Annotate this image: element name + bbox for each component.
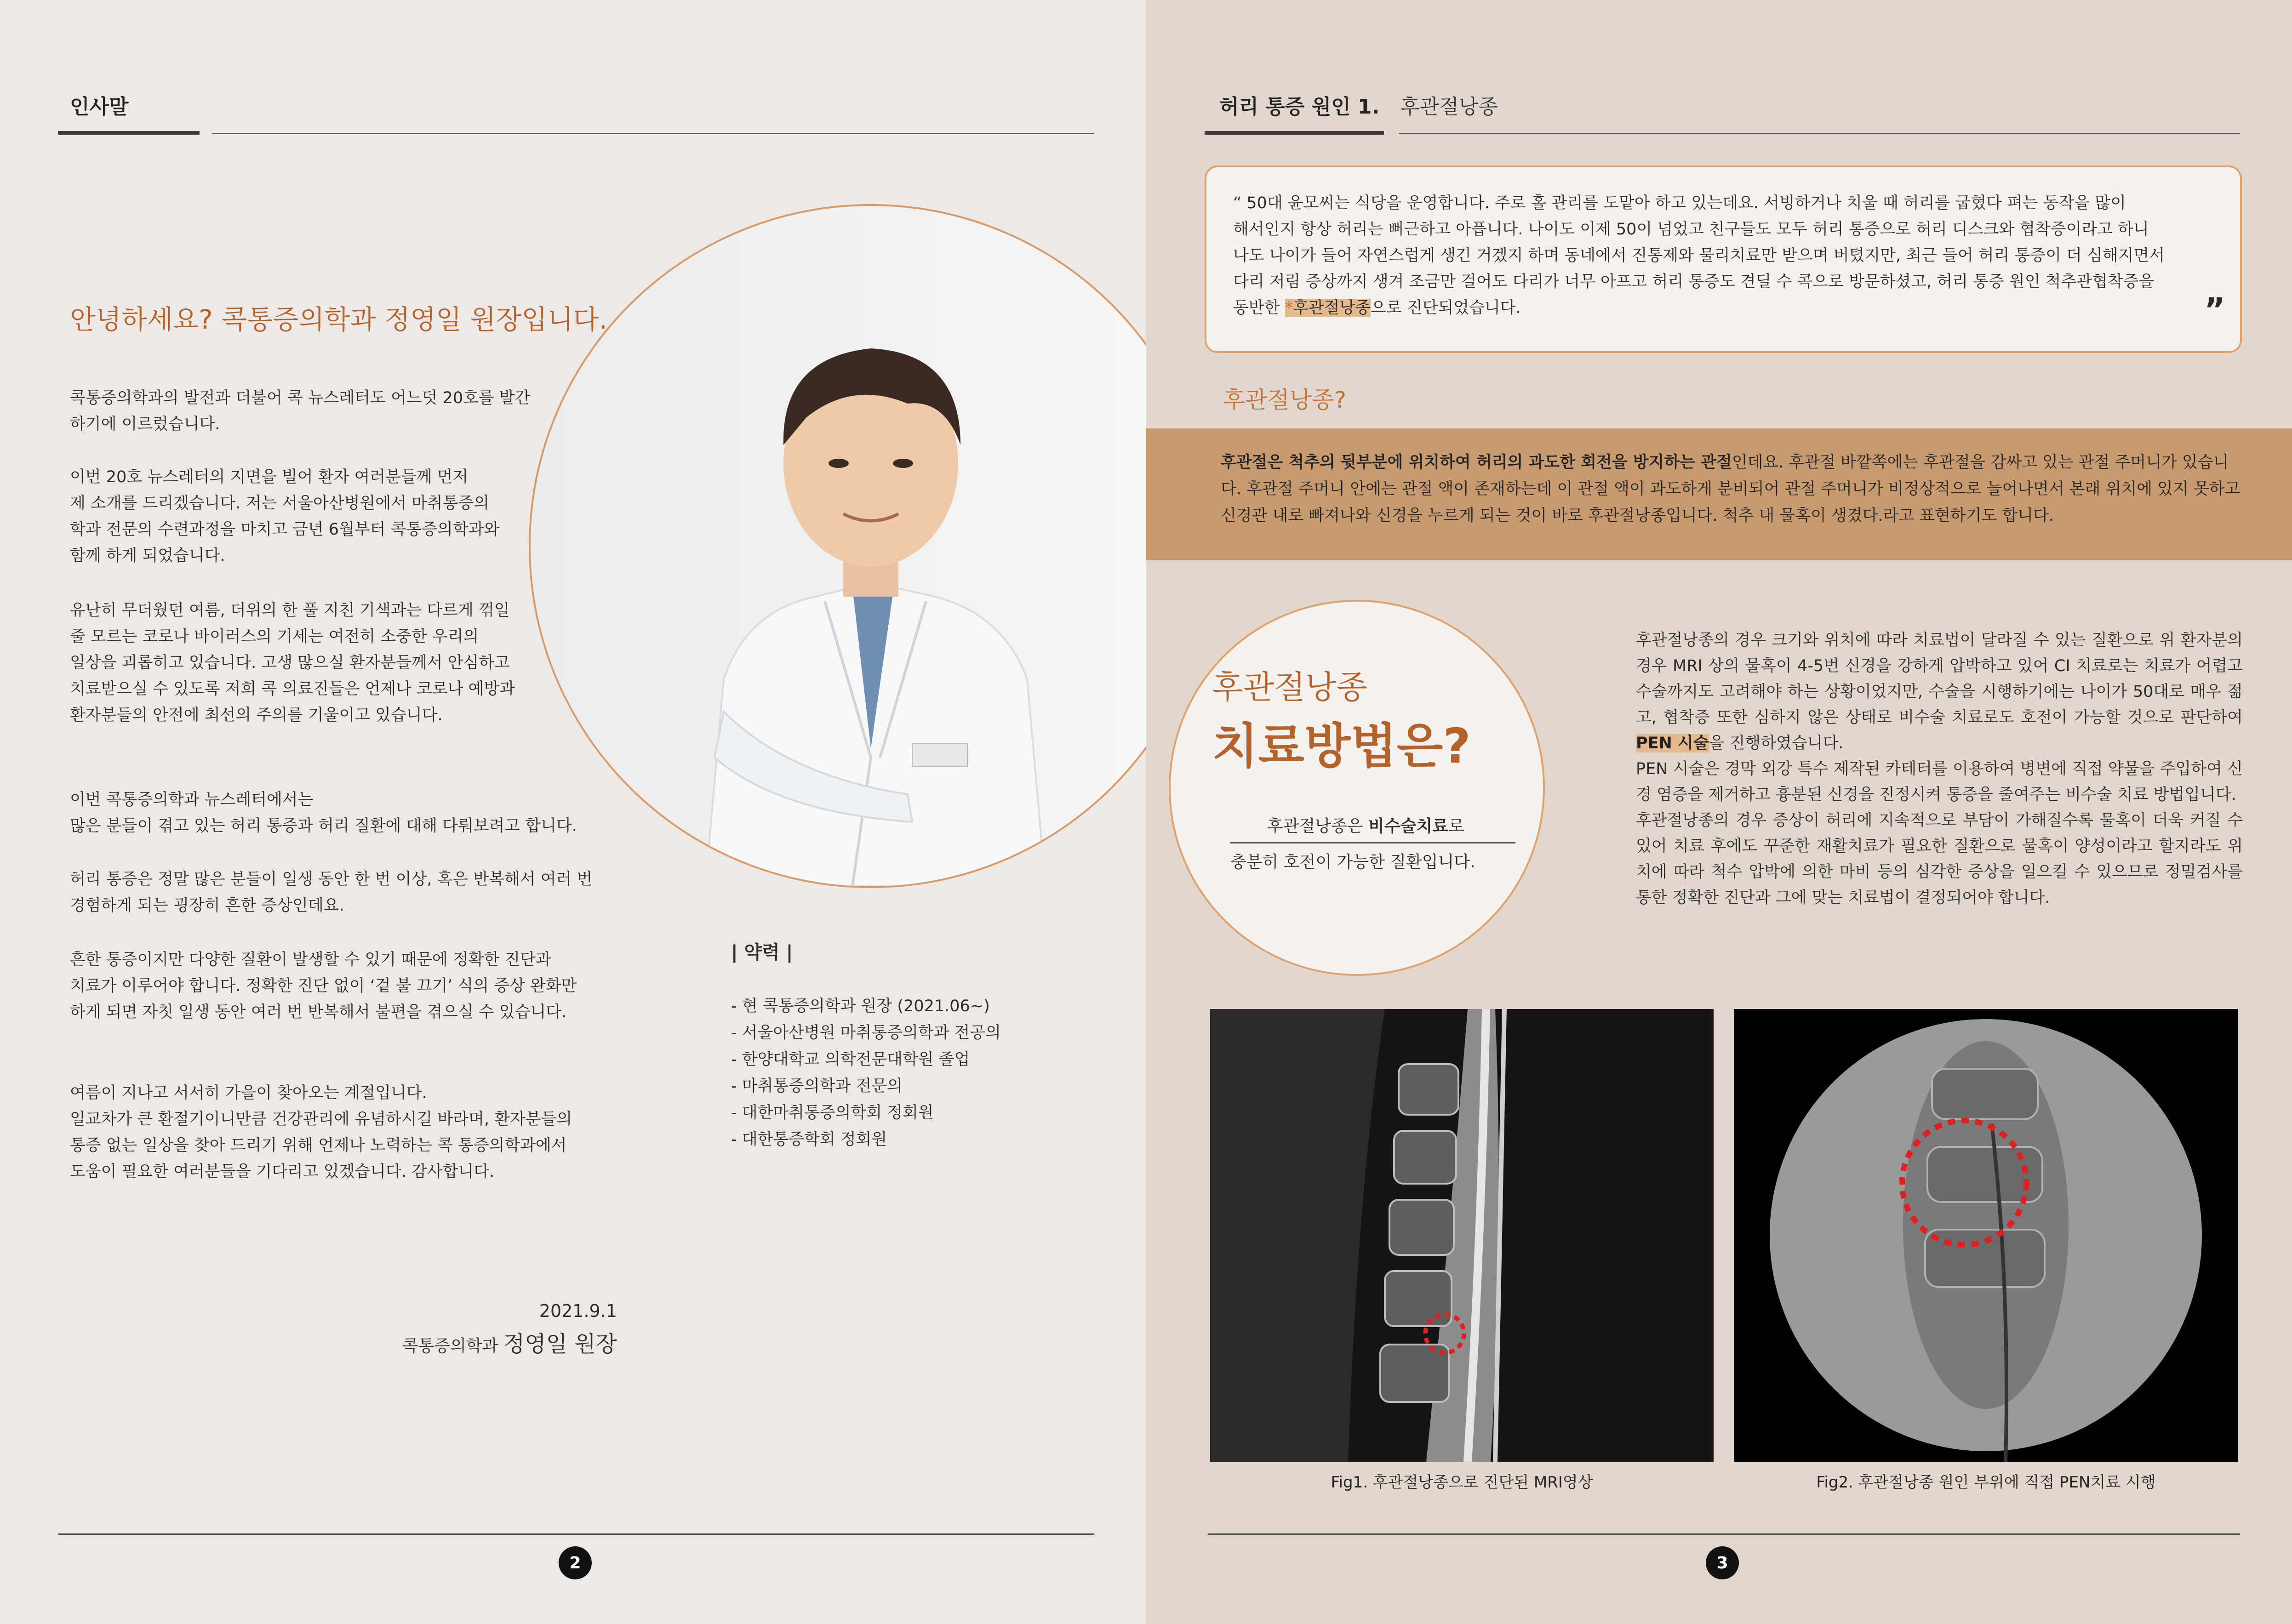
- treatment-title-line1: 후관절낭종: [1212, 668, 1368, 706]
- treatment-body-p3: 후관절낭종의 경우 증상이 허리에 지속적으로 부담이 가해질수록 물혹이 더욱 커질 수 있어 치료 후에도 꾸준한 재활치료가 필요한 질환으로 물혹이 양성이라고 할지라도 위치에 따라 척수 압박에 의한 마비 등의 심각한 증상을 일으킬 수 있으므로 정밀검사를 통한 정확한 진단과 그에 맞는 치료법이 결정되어야 합니다.: [1636, 811, 2243, 907]
- section-header-cause: [1219, 90, 1498, 120]
- intro-paragraph-2: 이번 20호 뉴스레터의 지면을 빌어 환자 여러분들께 먼저 제 소개를 드리겠습니다. 저는 서울아산병원에서 마취통증의 학과 전문의 수련과정을 마치고 금년 6월부터 콕통증의학과와 함께 하게 되었습니다.: [70, 468, 500, 565]
- quote-close-mark: ”: [2204, 291, 2225, 329]
- treatment-subtitle-line1: [1267, 813, 1464, 837]
- treatment-circle: [1169, 600, 1545, 976]
- intro-paragraph-7: 여름이 지나고 서서히 가을이 찾아오는 계절입니다. 일교차가 큰 환절기이니만큼 건강관리에 유념하시길 바라며, 환자분들의 통증 없는 일상을 찾아 드리기 위해 언제나 노력하는 콕 통증의학과에서 도움이 필요한 여러분들을 기다리고 있겠습니다. 감사합니다.: [70, 1084, 572, 1181]
- definition-band: [1146, 428, 2292, 560]
- fig1-mri-image: [1210, 1009, 1714, 1462]
- signature-clinic: 콕통증의학과: [402, 1337, 498, 1356]
- career-item: - 마취통증의학과 전문의: [731, 1077, 903, 1095]
- body-p1-highlight: PEN 시술: [1636, 734, 1709, 752]
- intro-paragraph-6: 흔한 통증이지만 다양한 질환이 발생할 수 있기 때문에 정확한 진단과 치료가 이루어야 합니다. 정확한 진단 없이 ‘겉 불 끄기’ 식의 증상 완화만 하게 되면 자칫 일생 동안 여러 번 반복해서 불편을 겪으실 수 있습니다.: [70, 951, 577, 1021]
- signature: [402, 1326, 617, 1358]
- fig2-fluoroscopy-image: [1734, 1009, 2238, 1462]
- fig1-caption: Fig1. 후관절낭종으로 진단된 MRI영상: [1331, 1473, 1593, 1492]
- header-rule-thick: [58, 131, 200, 135]
- patient-quote-text: [1233, 190, 2217, 321]
- quote-highlight: [1285, 299, 1371, 317]
- definition-text: [1221, 449, 2241, 529]
- patient-quote-box: [1205, 165, 2242, 353]
- intro-paragraph-4: 이번 콕통증의학과 뉴스레터에서는 많은 분들이 겪고 있는 허리 통증과 허리 질환에 대해 다뤄보려고 합니다.: [70, 791, 577, 835]
- section-header-greeting: 인사말: [70, 95, 129, 119]
- quote-body: 50대 윤모씨는 식당을 운영합니다. 주로 홀 관리를 도맡아 하고 있는데요. 서빙하거나 치울 때 허리를 굽혔다 펴는 동작을 많이 해서인지 항상 허리는 뻐근하고 아픕니다. 나이도 이제 50이 넘었고 친구들도 모두 허리 통증으로 허리 디스크와 협착증이라고 하니 나도 나이가 들어 자연스럽게 생긴 거겠지 하며 동네에서 진통제와 물리치료만 받으며 버텼지만, 최근 들어 허리 통증이 더 심해지면서 다리 저림 증상까지 생겨 조금만 걸어도 다리가 너무 아프고 허리 통증도 견딜 수 콕으로 방문하셨고, 허리 통증 원인 척추관협착증을 동반한: [1233, 194, 2165, 317]
- career-item: - 현 콕통증의학과 원장 (2021.06~): [731, 997, 990, 1015]
- highlight-term: 후관절낭종: [1293, 299, 1371, 317]
- treatment-sub-bold: 비수술치료: [1368, 817, 1448, 836]
- footer-rule: [58, 1533, 1094, 1535]
- body-p1-b: 을 진행하였습니다.: [1709, 734, 1844, 752]
- career-title-text: 약력: [744, 942, 780, 963]
- career-list: [731, 993, 1001, 1153]
- career-title: | 약력 |: [731, 942, 793, 963]
- treatment-body: [1636, 627, 2243, 911]
- intro-paragraph-3: 유난히 무더웠던 여름, 더위의 한 풀 지친 기색과는 다르게 꺾일 줄 모르는 코로나 바이러스의 기세는 여전히 소중한 우리의 일상을 괴롭히고 있습니다. 고생 많으실 환자분들께서 안심하고 치료받으실 수 있도록 저희 콕 의료진들은 언제나 코로나 예방과 환자분들의 안전에 최선의 주의를 기울이고 있습니다.: [70, 601, 515, 724]
- greeting-title: 안녕하세요? 콕통증의학과 정영일 원장입니다.: [70, 304, 608, 335]
- signature-name: 정영일 원장: [503, 1331, 617, 1357]
- treatment-body-p1: [1636, 627, 2243, 756]
- quote-open-mark: “: [1233, 194, 1242, 212]
- header-rule-thin: [212, 133, 1094, 134]
- header-light: 후관절낭종: [1400, 95, 1498, 119]
- career-item: - 한양대학교 의학전문대학원 졸업: [731, 1050, 970, 1069]
- treatment-sub-c: 로: [1448, 817, 1464, 836]
- career-item: - 대한통증학회 정회원: [731, 1130, 887, 1149]
- body-p1-a: 후관절낭종의 경우 크기와 위치에 따라 치료법이 달라질 수 있는 질환으로 위 환자분의 경우 MRI 상의 물혹이 4-5번 신경을 강하게 압박하고 있어 CI 치료로는 치료가 어렵고 수술까지도 고려해야 하는 상황이었지만, 수술을 시행하기에는 나이가 50대로 매우 젊고, 협착증 또한 심하지 않은 상태로 비수술 치료로도 호전이 가능할 것으로 판단하여: [1636, 631, 2243, 727]
- definition-heading: 후관절낭종?: [1223, 387, 1347, 413]
- treatment-body-p2: PEN 시술은 경막 외강 특수 제작된 카테터를 이용하여 병변에 직접 약물을 주입하여 신경 염증을 제거하고 흉분된 신경을 진정시켜 통증을 줄여주는 비수술 치료 방법입니다.: [1636, 760, 2243, 804]
- header-rule-thick: [1205, 131, 1384, 135]
- highlight-star: *: [1285, 299, 1293, 317]
- definition-bold: 후관절은 척추의 뒷부분에 위치하여 허리의 과도한 회전을 방지하는 관절: [1221, 453, 1732, 472]
- footer-rule: [1208, 1533, 2240, 1535]
- career-item: - 서울아산병원 마취통증의학과 전공의: [731, 1024, 1001, 1042]
- intro-paragraph-5: 허리 통증은 정말 많은 분들이 일생 동안 한 번 이상, 혹은 반복해서 여러 번 경험하게 되는 굉장히 흔한 증상인데요.: [70, 870, 593, 915]
- right-page: [1146, 0, 2292, 1624]
- header-bold: 허리 통증 원인 1.: [1219, 95, 1380, 119]
- signature-date: 2021.9.1: [539, 1301, 617, 1321]
- page-number-right: 3: [1706, 1546, 1739, 1579]
- treatment-subtitle-line2: 충분히 호전이 가능한 질환입니다.: [1230, 853, 1475, 872]
- treatment-sub-a: 후관절낭종은: [1267, 817, 1369, 836]
- fig2-caption: Fig2. 후관절낭종 원인 부위에 직접 PEN치료 시행: [1816, 1473, 2156, 1492]
- career-item: - 대한마취통증의학회 정회원: [731, 1104, 934, 1122]
- fluoroscopy-illustration: [1734, 1009, 2238, 1462]
- mri-illustration: [1210, 1009, 1714, 1462]
- intro-paragraph-1: 콕통증의학과의 발전과 더불어 콕 뉴스레터도 어느덧 20호를 발간 하기에 이르렀습니다.: [70, 389, 531, 433]
- quote-end: 으로 진단되었습니다.: [1371, 299, 1521, 317]
- page-number-left: 2: [559, 1546, 592, 1579]
- definition-rest: 인데요. 후관절 바깥쪽에는 후관절을 감싸고 있는 관절 주머니가 있습니다. 후관절 주머니 안에는 관절 액이 존재하는데 이 관절 액이 과도하게 분비되어 관절 주머니가 비정상적으로 늘어나면서 본래 위치에 있지 못하고 신경관 내로 빠져나와 신경을 누르게 되는 것이 바로 후관절낭종입니다. 척추 내 물혹이 생겼다.라고 표현하기도 합니다.: [1221, 453, 2241, 525]
- doctor-portrait: [529, 204, 1213, 888]
- treatment-divider: [1230, 842, 1515, 843]
- header-rule-thin: [1399, 133, 2240, 134]
- doctor-portrait-illustration: [531, 206, 1211, 886]
- treatment-title-line2: 치료방법은?: [1212, 718, 1471, 774]
